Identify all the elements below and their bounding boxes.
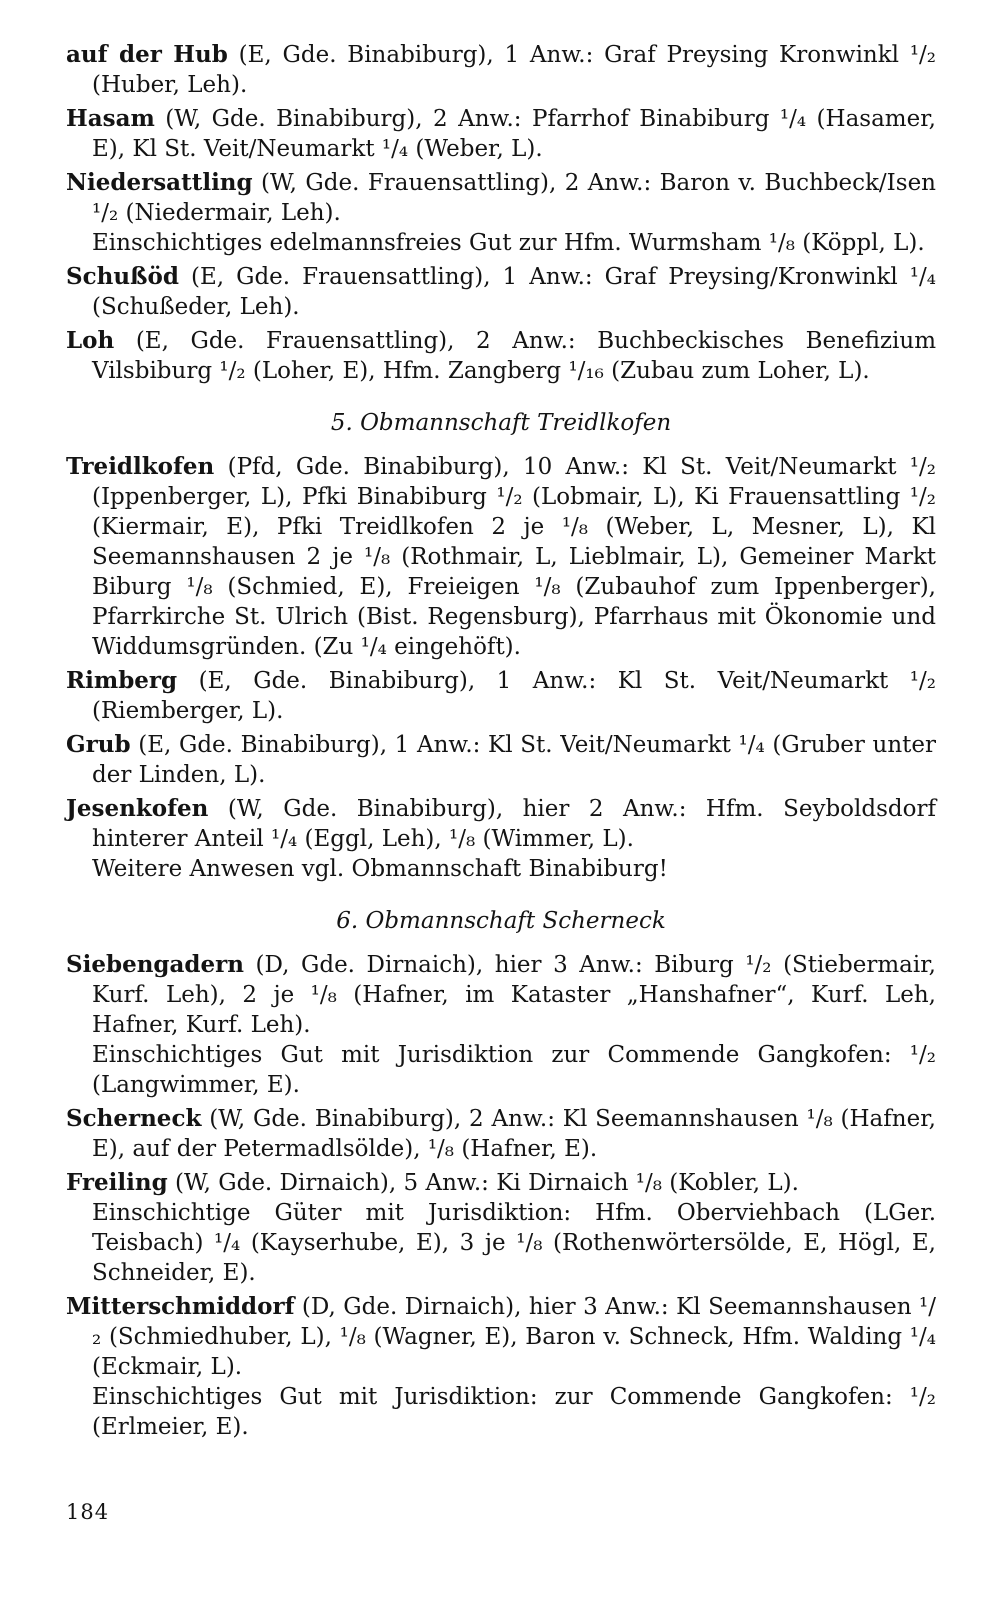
- entry-mitterschmiddorf: [66, 1292, 936, 1382]
- place-name: auf der Hub: [66, 41, 228, 68]
- entry-treidlkofen: [66, 452, 936, 662]
- place-name: Treidlkofen: [66, 453, 215, 480]
- entry-siebengadern: [66, 950, 936, 1040]
- entry-note: Einschichtiges Gut mit Jurisdiktion: zur Commende Gangkofen: ¹/₂ (Erlmeier, E).: [92, 1384, 936, 1440]
- place-name: Siebengadern: [66, 951, 244, 978]
- entry-text: (W, Gde. Frauensattling), 2 Anw.: Baron v. Buchbeck/Isen ¹/₂ (Niedermair, Leh).: [92, 170, 936, 226]
- entry-text: (W, Gde. Binabiburg), hier 2 Anw.: Hfm. Seyboldsdorf hinterer Anteil ¹/₄ (Eggl, Leh), ¹/₈ (Wimmer, L).: [92, 796, 936, 852]
- entry-text: (Pfd, Gde. Binabiburg), 10 Anw.: Kl St. Veit/Neumarkt ¹/₂ (Ippenberger, L), Pfki Binabiburg ¹/₂ (Lobmair, L), Ki Frauensattling ¹/₂ (Kiermair, E), Pfki Treidlkofen 2 je ¹/₈ (Weber, L, Mesner, L), Kl Seemannshausen 2 je ¹/₈ (Rothmair, L, Lieblmair, L), Gemeiner Markt Biburg ¹/₈ (Schmied, E), Freieigen ¹/₈ (Zubauhof zum Ippenberger), Pfarrkirche St. Ulrich (Bist. Regensburg), Pfarrhaus mit Ökonomie und Widdumsgründen. (Zu ¹/₄ eingehöft).: [92, 454, 936, 660]
- section-heading-6: 6. Obmannschaft Scherneck: [336, 908, 666, 934]
- entry-niedersattling: [66, 168, 936, 228]
- page-number: 184: [66, 1500, 110, 1524]
- place-name: Mitterschmiddorf: [66, 1293, 295, 1320]
- entry-text: (W, Gde. Binabiburg), 2 Anw.: Kl Seemannshausen ¹/₈ (Hafner, E), auf der Petermadlsölde), ¹/₈ (Hafner, E).: [92, 1106, 936, 1162]
- place-name: Jesenkofen: [66, 795, 209, 822]
- place-name: Freiling: [66, 1169, 168, 1196]
- place-name: Grub: [66, 731, 131, 758]
- entry-loh: [66, 326, 936, 386]
- entry-hasam: [66, 104, 936, 164]
- entry-text: (D, Gde. Dirnaich), hier 3 Anw.: Biburg ¹/₂ (Stiebermair, Kurf. Leh), 2 je ¹/₈ (Hafner, im Kataster „Hanshafner“, Kurf. Leh, Hafner, Kurf. Leh).: [92, 952, 936, 1038]
- entry-text: (W, Gde. Binabiburg), 2 Anw.: Pfarrhof Binabiburg ¹/₄ (Hasamer, E), Kl St. Veit/Neumarkt ¹/₄ (Weber, L).: [92, 106, 936, 162]
- entry-text: (W, Gde. Dirnaich), 5 Anw.: Ki Dirnaich ¹/₈ (Kobler, L).: [167, 1170, 799, 1196]
- place-name: Schußöd: [66, 263, 179, 290]
- entry-text: (D, Gde. Dirnaich), hier 3 Anw.: Kl Seemannshausen ¹/₂ (Schmiedhuber, L), ¹/₈ (Wagner, E), Baron v. Schneck, Hfm. Walding ¹/₄ (Eckmair, L).: [92, 1294, 936, 1380]
- place-name: Loh: [66, 327, 115, 354]
- place-name: Rimberg: [66, 667, 178, 694]
- entry-note: Einschichtiges edelmannsfreies Gut zur Hfm. Wurmsham ¹/₈ (Köppl, L).: [92, 230, 925, 256]
- entry-text: (E, Gde. Binabiburg), 1 Anw.: Kl St. Veit/Neumarkt ¹/₄ (Gruber unter der Linden, L).: [92, 732, 936, 788]
- entry-jesenkofen: [66, 794, 936, 854]
- entry-auf-der-hub: [66, 40, 936, 100]
- entry-rimberg: [66, 666, 936, 726]
- entry-note: Einschichtige Güter mit Jurisdiktion: Hfm. Oberviehbach (LGer. Teisbach) ¹/₄ (Kayserhube, E), 3 je ¹/₈ (Rothenwörtersölde, E, Högl, E, Schneider, E).: [92, 1200, 936, 1286]
- entry-text: (E, Gde. Binabiburg), 1 Anw.: Kl St. Veit/Neumarkt ¹/₂ (Riemberger, L).: [92, 668, 936, 724]
- entry-text: (E, Gde. Frauensattling), 2 Anw.: Buchbeckisches Benefizium Vilsbiburg ¹/₂ (Loher, E), Hfm. Zangberg ¹/₁₆ (Zubau zum Loher, L).: [92, 328, 936, 384]
- place-name: Hasam: [66, 105, 155, 132]
- entry-scherneck: [66, 1104, 936, 1164]
- entry-text: (E, Gde. Frauensattling), 1 Anw.: Graf Preysing/Kronwinkl ¹/₄ (Schußeder, Leh).: [92, 264, 936, 320]
- entry-freiling: [66, 1168, 936, 1198]
- entry-note: Einschichtiges Gut mit Jurisdiktion zur Commende Gangkofen: ¹/₂ (Langwimmer, E).: [92, 1042, 936, 1098]
- entry-note: Weitere Anwesen vgl. Obmannschaft Binabiburg!: [92, 856, 668, 882]
- place-name: Niedersattling: [66, 169, 253, 196]
- section-heading-5: 5. Obmannschaft Treidlkofen: [330, 410, 672, 436]
- entry-grub: [66, 730, 936, 790]
- entry-schussoed: [66, 262, 936, 322]
- place-name: Scherneck: [66, 1105, 202, 1132]
- page-body: [66, 40, 936, 1442]
- entry-text: (E, Gde. Binabiburg), 1 Anw.: Graf Preysing Kronwinkl ¹/₂ (Huber, Leh).: [92, 42, 937, 98]
